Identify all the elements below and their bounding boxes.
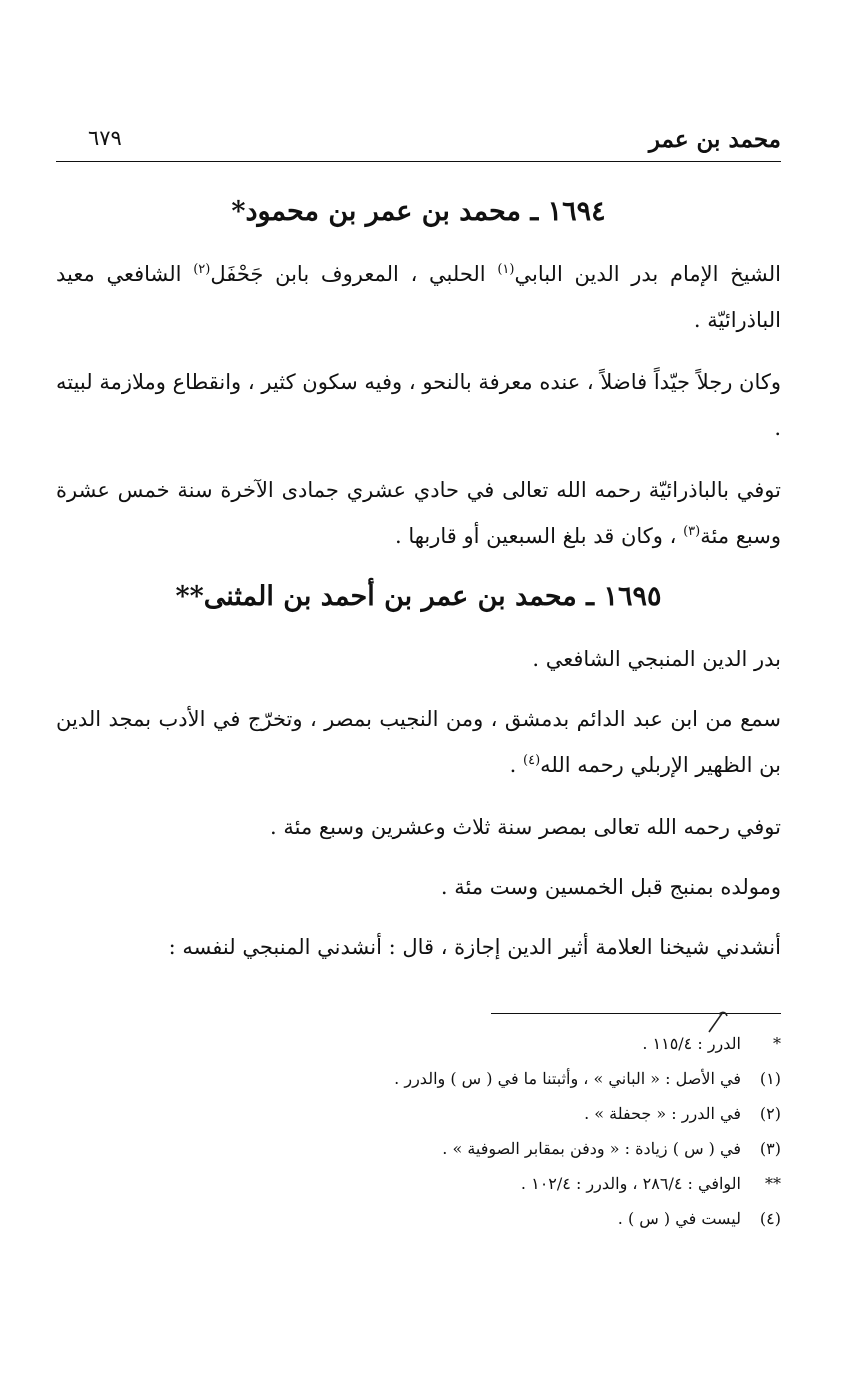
footnotes [56, 1026, 781, 1236]
text-run: ، وكان قد بلغ السبعين أو قاربها . [394, 524, 684, 549]
footnote-mark: (٢) [759, 1104, 781, 1123]
text-run: الحلبي ، المعروف بابن جَحْفَل [210, 262, 498, 287]
footnote [56, 1096, 781, 1131]
text-run: سمع من ابن عبد الدائم بدمشق ، ومن النجيب بمصر ، وتخرّج في الأدب بمجد الدين بن الظهير الإربلي رحمه الله [56, 707, 781, 778]
footnote-text: ليست في ( س ) . [617, 1209, 741, 1228]
footnote-text: الدرر : ١١٥/٤ . [642, 1034, 741, 1053]
footnote-text: في الأصل : « الباني » ، وأثبتنا ما في ( س ) والدرر . [394, 1069, 741, 1088]
paragraph: أنشدني شيخنا العلامة أثير الدين إجازة ، قال : أنشدني المنبجي لنفسه : [168, 935, 781, 960]
paragraph [56, 696, 781, 788]
paragraph: وكان رجلاً جيّداً فاضلاً ، عنده معرفة بالنحو ، وفيه سكون كثير ، وانقطاع وملازمة لبيته . [56, 370, 781, 441]
footnote [56, 1061, 781, 1096]
entry-title-1695: ١٦٩٥ ـ محمد بن عمر بن أحمد بن المثنى** [175, 581, 662, 613]
footnote-mark: (٣) [759, 1139, 781, 1158]
text-run: . [509, 753, 524, 778]
paragraph [56, 467, 781, 559]
footnote-ref: (٢) [193, 262, 211, 278]
footnote [56, 1026, 781, 1061]
entry-title-1694: ١٦٩٤ ـ محمد بن عمر بن محمود* [231, 196, 606, 227]
paragraph: بدر الدين المنبجي الشافعي . [532, 647, 781, 672]
footnote-mark: (٤) [759, 1209, 781, 1228]
footnote-text: الوافي : ٢٨٦/٤ ، والدرر : ١٠٢/٤ . [520, 1174, 741, 1193]
footnote-ref: (١) [497, 262, 515, 278]
running-title: محمد بن عمر [648, 126, 781, 153]
paragraph [56, 251, 781, 343]
footnote-mark: (١) [759, 1069, 781, 1088]
text-run: الشافعي معيد الباذرائيّة . [56, 262, 781, 333]
text-run: الشيخ الإمام بدر الدين البابي [514, 262, 781, 287]
footnote [56, 1166, 781, 1201]
running-header [56, 118, 781, 162]
footnote-text: في الدرر : « جحفلة » . [584, 1104, 741, 1123]
footnote-ref: (٣) [683, 524, 701, 540]
footnote-rule [491, 1013, 781, 1014]
footnote-mark: * [773, 1034, 781, 1053]
main-text [56, 190, 781, 986]
header-rule [56, 161, 781, 162]
footnote-ref: (٤) [523, 753, 541, 769]
footnote [56, 1131, 781, 1166]
footnote-mark: ** [765, 1174, 781, 1193]
paragraph: توفي رحمه الله تعالى بمصر سنة ثلاث وعشرين وسبع مئة . [270, 815, 781, 840]
paragraph: ومولده بمنبج قبل الخمسين وست مئة . [440, 875, 781, 900]
page-number: ٦٧٩ [88, 126, 122, 150]
footnote [56, 1201, 781, 1236]
footnote-text: في ( س ) زيادة : « ودفن بمقابر الصوفية » . [442, 1139, 741, 1158]
text-run: توفي بالباذرائيّة رحمه الله تعالى في حادي عشري جمادى الآخرة سنة خمس عشرة وسبع مئة [56, 478, 781, 549]
